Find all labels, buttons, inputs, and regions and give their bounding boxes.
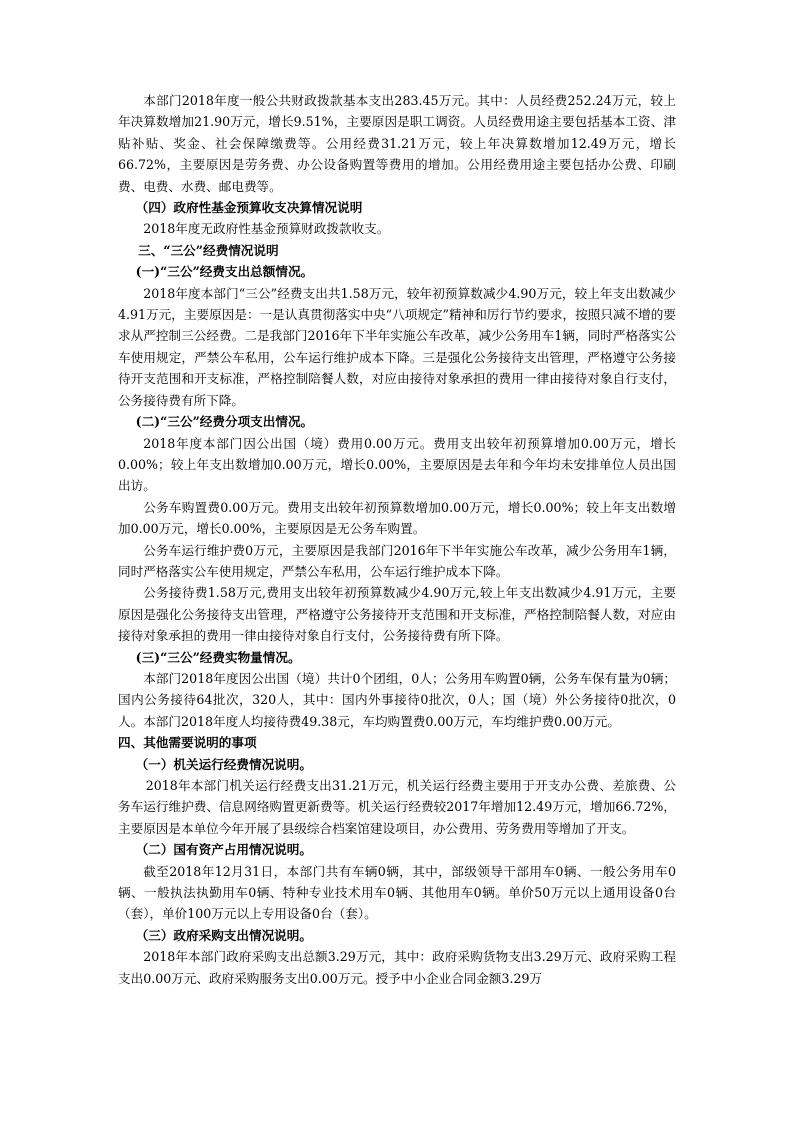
paragraph-basic-expenditure: 本部门2018年度一般公共财政拨款基本支出283.45万元。其中：人员经费252.24万元，较上年决算数增加21.90万元，增长9.51%，主要原因是职工调资。人员经费用途主要包括基本工资、津贴补贴、奖金、社会保障缴费等。公用经费31.21万元，较上年决算数增加12.49万元，增长66.72%，主要原因是劳务费、办公设备购置等费用的增加。公用经费用途主要包括办公费、印刷费、电费、水费、邮电费等。 xyxy=(118,93,676,194)
document-page xyxy=(118,90,676,989)
paragraph-reception-expense: 公务接待费1.58万元,费用支出较年初预算数减少4.90万元,较上年支出数减少4.91万元，主要原因是强化公务接待支出管理，严格遵守公务接待开支范围和开支标准，严格控制陪餐人数，对应由接待对象承担的费用一律由接待对象自行支付，公务接待费有所下降。 xyxy=(118,585,676,644)
heading-gov-procurement: （三）政府采购支出情况说明。 xyxy=(135,927,312,943)
heading-operating-expenses: （一）机关运行经费情况说明。 xyxy=(135,756,312,772)
heading-three-public-expenses: 三、“三公”经费情况说明 xyxy=(138,242,279,258)
heading-gov-fund-budget: （四）政府性基金预算收支决算情况说明 xyxy=(135,200,363,216)
paragraph-vehicle-maintenance: 公务车运行维护费0万元，主要原因是我部门2016年下半年实施公车改革，减少公务用车1辆，同时严格落实公车使用规定，严禁公车私用，公车运行维护成本下降。 xyxy=(118,542,676,579)
heading-three-public-total: (一)“三公”经费支出总额情况。 xyxy=(135,264,314,280)
paragraph-physical-quantity: 本部门2018年度因公出国（境）共计0个团组，0人；公务用车购置0辆，公务车保有量为0辆；国内公务接待64批次，320人，其中：国内外事接待0批次，0人；国（境）外公务接待0批次，0人。本部门2018年度人均接待费49.38元，车均购置费0.00万元，车均维护费0.00万元。 xyxy=(118,670,676,729)
paragraph-operating-expenses: 2018年本部门机关运行经费支出31.21万元，机关运行经费主要用于开支办公费、差旅费、公务车运行维护费、信息网络购置更新费等。机关运行经费较2017年增加12.49万元，增加66.72%，主要原因是本单位今年开展了县级综合档案馆建设项目，办公费用、劳务费用等增加了开支。 xyxy=(118,778,676,836)
paragraph-overseas-travel: 2018年度本部门因公出国（境）费用0.00万元。费用支出较年初预算增加0.00万元，增长0.00%；较上年支出数增加0.00万元，增长0.00%，主要原因是去年和今年均未安排单位人员出国出访。 xyxy=(118,435,676,494)
heading-three-public-physical: (三)“三公”经费实物量情况。 xyxy=(135,649,301,665)
paragraph-gov-procurement: 2018年本部门政府采购支出总额3.29万元，其中：政府采购货物支出3.29万元、政府采购工程支出0.00万元、政府采购服务支出0.00万元。授予中小企业合同金额3.29万 xyxy=(118,949,676,986)
paragraph-vehicle-purchase: 公务车购置费0.00万元。费用支出较年初预算数增加0.00万元，增长0.00%；较上年支出数增加0.00万元，增长0.00%，主要原因是无公务车购置。 xyxy=(118,499,676,537)
heading-other-matters: 四、其他需要说明的事项 xyxy=(118,735,257,751)
paragraph-no-gov-fund: 2018年度无政府性基金预算财政拨款收支。 xyxy=(143,221,390,237)
paragraph-state-assets: 截至2018年12月31日，本部门共有车辆0辆，其中，部级领导干部用车0辆、一般公务用车0辆、一般执法执勤用车0辆、特种专业技术用车0辆、其他用车0辆。单价50万元以上通用设备0台（套），单价100万元以上专用设备0台（套）。 xyxy=(118,863,676,922)
heading-state-assets: （二）国有资产占用情况说明。 xyxy=(135,842,312,858)
heading-three-public-itemized: (二)“三公”经费分项支出情况。 xyxy=(135,414,314,430)
paragraph-three-public-total: 2018年度本部门“三公”经费支出共1.58万元，较年初预算数减少4.90万元，较上年支出数减少4.91万元，主要原因是：一是认真贯彻落实中央“八项规定”精神和厉行节约要求，按照只减不增的要求从严控制三公经费。二是我部门2016年下半年实施公车改革，减少公务用车1辆，同时严格落实公车使用规定，严禁公车私用，公车运行维护成本下降。三是强化公务接待支出管理，严格遵守公务接待开支范围和开支标准，严格控制陪餐人数，对应由接待对象承担的费用一律由接待对象自行支付，公务接待费有所下降。 xyxy=(118,285,676,408)
